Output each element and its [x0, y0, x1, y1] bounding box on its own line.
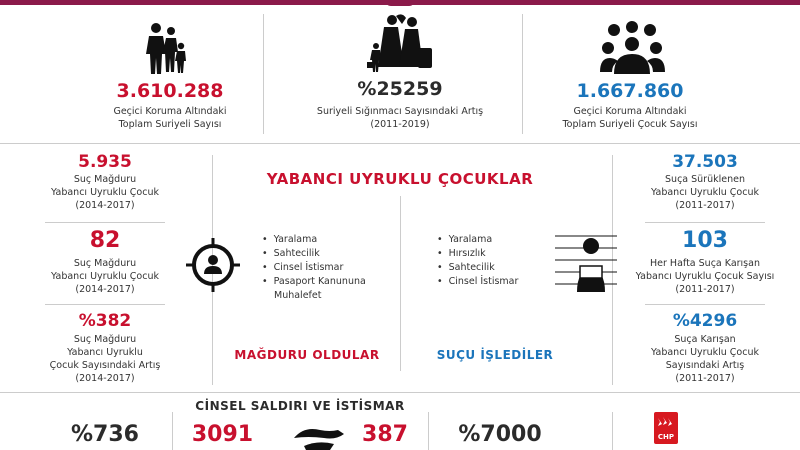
- caption-line: Toplam Suriyeli Çocuk Sayısı: [562, 119, 698, 130]
- caption-line: Yabancı Uyruklu Çocuk: [651, 347, 759, 358]
- caption-line: Çocuk Sayısındaki Artış: [49, 360, 161, 371]
- stat-value: 103: [682, 228, 728, 253]
- stat-divider: [645, 304, 765, 305]
- stat-value: 3.610.288: [116, 80, 224, 102]
- list-item: • Pasaport Kanununa: [262, 275, 402, 289]
- divider: [612, 412, 613, 450]
- caption-line: (2011-2017): [675, 284, 735, 295]
- caption-line: (2011-2017): [675, 200, 735, 211]
- stat-value: 5.935: [78, 152, 132, 172]
- caption-line: Yabancı Uyruklu Çocuk: [651, 187, 759, 198]
- chp-logo: [654, 412, 678, 444]
- caption-line: Suç Mağduru: [73, 334, 137, 345]
- stat-value: %382: [78, 311, 132, 331]
- divider: [172, 412, 173, 450]
- list-item: • Hırsızlık: [437, 247, 567, 261]
- caption-line: Yabancı Uyruklu Çocuk: [51, 187, 159, 198]
- caption-line: Suça Karışan: [674, 334, 736, 345]
- stat-caption: [615, 257, 795, 296]
- hands-icon: [292, 424, 350, 450]
- caption-line: Yabancı Uyruklu: [67, 347, 143, 358]
- stat-value: %4296: [672, 311, 738, 331]
- stat-divider: [45, 304, 165, 305]
- stat-divider: [645, 222, 765, 223]
- crowd-icon: [600, 20, 665, 76]
- caption-line: Suça Sürüklenen: [665, 174, 745, 185]
- main-title: YABANCI UYRUKLU ÇOCUKLAR: [266, 170, 534, 188]
- caption-line: (2014-2017): [75, 284, 135, 295]
- stat-divider: [45, 222, 165, 223]
- committed-crimes-list: [437, 233, 567, 289]
- logo-text: CHP: [657, 433, 675, 441]
- divider: [522, 14, 523, 134]
- list-item: • Sahtecilik: [437, 261, 567, 275]
- stat-caption: [530, 105, 730, 131]
- bottom-heading: CİNSEL SALDIRI VE İSTİSMAR: [195, 399, 405, 413]
- caption-line: Her Hafta Suça Karışan: [650, 258, 760, 269]
- top-bar-notch: [385, 0, 415, 6]
- stat-value: 37.503: [672, 152, 738, 172]
- list-item: • Yaralama: [437, 233, 567, 247]
- list-item: • Cinsel İstismar: [262, 261, 402, 275]
- mugshot-icon: [555, 232, 617, 292]
- target-person-icon: [186, 238, 240, 292]
- family-icon: [145, 22, 190, 76]
- stat-caption: [620, 173, 790, 212]
- divider: [428, 412, 429, 450]
- caption-line: Toplam Suriyeli Sayısı: [118, 119, 222, 130]
- section-divider: [0, 392, 800, 393]
- refugees-icon: [362, 10, 437, 74]
- list-item: Muhalefet: [274, 290, 322, 301]
- caption-line: Yabancı Uyruklu Çocuk: [51, 271, 159, 282]
- list-item: • Sahtecilik: [262, 247, 402, 261]
- caption-line: (2014-2017): [75, 373, 135, 384]
- stat-value: %7000: [458, 422, 542, 447]
- stat-caption: [80, 105, 260, 131]
- divider: [263, 14, 264, 134]
- caption-line: Suç Mağduru: [73, 174, 137, 185]
- victim-crimes-list: [262, 233, 402, 303]
- list-item: • Cinsel İstismar: [437, 275, 567, 289]
- caption-line: (2011-2019): [370, 119, 430, 130]
- caption-line: (2011-2017): [675, 373, 735, 384]
- stat-value: %736: [71, 422, 139, 447]
- stat-caption: [20, 257, 190, 296]
- crime-heading: SUÇU İŞLEDİLER: [436, 348, 554, 362]
- stat-value: 1.667.860: [576, 80, 684, 102]
- stat-value: %25259: [357, 78, 443, 100]
- caption-line: Suç Mağduru: [73, 258, 137, 269]
- caption-line: Suriyeli Sığınmacı Sayısındaki Artış: [316, 106, 484, 117]
- section-divider: [0, 143, 800, 144]
- stat-caption: [20, 173, 190, 212]
- list-item: • Yaralama: [262, 233, 402, 247]
- stat-value: 3091: [191, 422, 254, 447]
- caption-line: (2014-2017): [75, 200, 135, 211]
- stat-value: 82: [89, 228, 121, 253]
- caption-line: Yabancı Uyruklu Çocuk Sayısı: [635, 271, 775, 282]
- caption-line: Geçici Koruma Altındaki: [113, 106, 227, 117]
- caption-line: Sayısındaki Artış: [665, 360, 745, 371]
- stat-value: 387: [362, 422, 408, 447]
- stat-caption: [620, 333, 790, 385]
- stat-caption: [20, 333, 190, 385]
- victim-heading: MAĞDURU OLDULAR: [234, 348, 380, 362]
- stat-caption: [290, 105, 510, 131]
- caption-line: Geçici Koruma Altındaki: [573, 106, 687, 117]
